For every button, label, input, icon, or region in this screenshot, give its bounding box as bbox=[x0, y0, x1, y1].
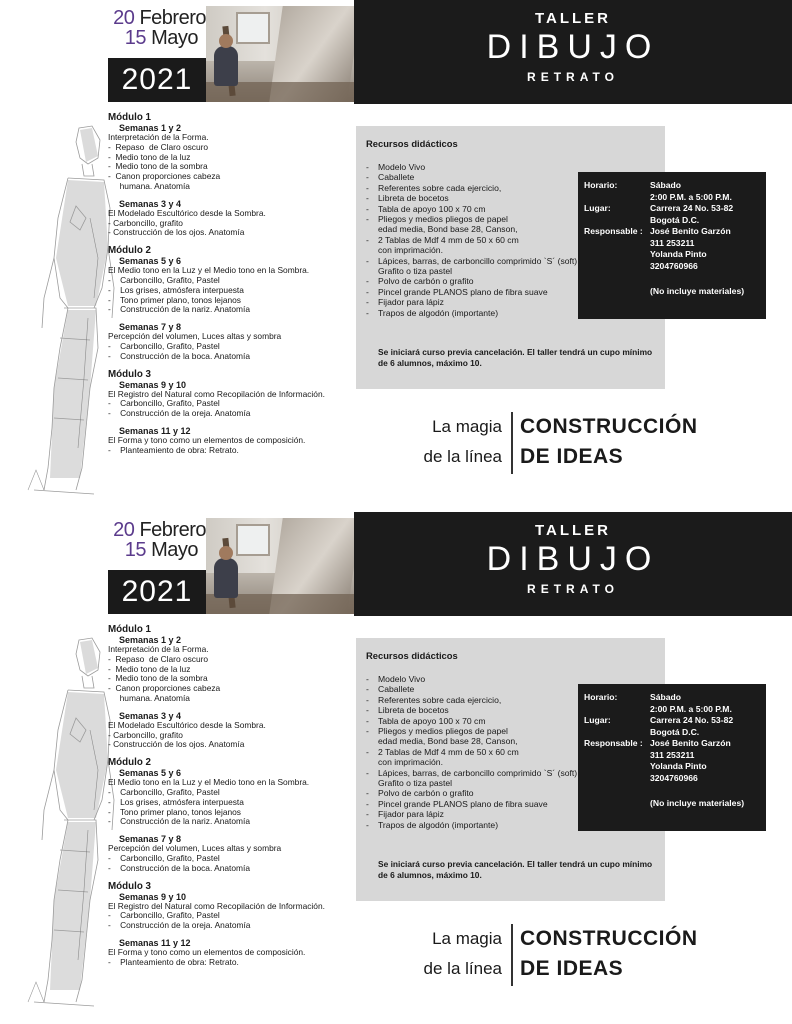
year-badge: 2021 bbox=[108, 58, 206, 102]
resource-item: - Trapos de algodón (importante) bbox=[366, 307, 499, 318]
resource-item-text: Caballete bbox=[378, 684, 415, 695]
responsable-name-1: José Benito Garzón bbox=[650, 226, 731, 236]
module-line: - Carboncillo, Grafito, Pastel bbox=[108, 398, 220, 409]
end-day: 15 bbox=[124, 27, 147, 49]
module-section bbox=[108, 369, 348, 419]
studio-photo bbox=[206, 518, 354, 614]
resource-item: - 2 Tablas de Mdf 4 mm de 50 x 60 cm bbox=[366, 234, 519, 245]
responsable-label: Responsable : bbox=[584, 738, 643, 748]
slogan bbox=[520, 924, 720, 984]
title-banner bbox=[354, 0, 792, 104]
module-line: - Construcción de la nariz. Anatomía bbox=[108, 304, 250, 315]
module-line: - Carboncillo, Grafito, Pastel bbox=[108, 910, 220, 921]
responsable-name-2: Yolanda Pinto bbox=[650, 761, 707, 771]
horario-day: Sábado bbox=[650, 180, 682, 190]
figure-sketch-illustration bbox=[24, 630, 120, 1014]
resource-item-text: Grafito o tiza pastel bbox=[378, 778, 453, 789]
module-section bbox=[108, 757, 348, 827]
module-title: Módulo 1 bbox=[108, 624, 151, 635]
module-section bbox=[108, 834, 348, 873]
weeks-title: Semanas 7 y 8 bbox=[119, 322, 182, 333]
resource-item: - Fijador para lápiz bbox=[366, 809, 444, 820]
lugar-label: Lugar: bbox=[584, 715, 611, 725]
weeks-title: Semanas 9 y 10 bbox=[119, 891, 187, 902]
tagline-line-2: de la línea bbox=[423, 959, 502, 978]
slogan-line-1: CONSTRUCCIÓN bbox=[520, 415, 698, 438]
resource-item: - Libreta de bocetos bbox=[366, 705, 449, 716]
resource-item: - Pincel grande PLANOS plano de fibra suave bbox=[366, 798, 548, 809]
figure-sketch-illustration bbox=[24, 118, 120, 502]
weeks-title: Semanas 9 y 10 bbox=[119, 379, 187, 390]
resource-item-text: Tabla de apoyo 100 x 70 cm bbox=[378, 203, 486, 214]
module-line: El Medio tono en la Luz y el Medio tono en la Sombra. bbox=[108, 777, 310, 788]
studio-photo bbox=[206, 6, 354, 102]
tagline bbox=[410, 924, 502, 984]
resource-item: - Fijador para lápiz bbox=[366, 297, 444, 308]
module-title: Módulo 2 bbox=[108, 757, 151, 769]
resources-title: Recursos didácticos bbox=[366, 650, 458, 661]
module-line: humana. Anatomía bbox=[108, 692, 190, 703]
resource-item: - Polvo de carbón o grafito bbox=[366, 276, 474, 287]
module-line: El Forma y tono como un elementos de composición. bbox=[108, 434, 306, 445]
resource-item-text: Polvo de carbón o grafito bbox=[378, 276, 474, 287]
resource-item-text: con imprimación. bbox=[378, 245, 443, 256]
module-line: - Construcción de la oreja. Anatomía bbox=[108, 920, 251, 931]
module-line: - Construcción de la oreja. Anatomía bbox=[108, 408, 251, 419]
title-taller: TALLER bbox=[534, 522, 612, 539]
weeks-title: Semanas 5 y 6 bbox=[119, 256, 182, 267]
weeks-title: Semanas 7 y 8 bbox=[119, 834, 182, 845]
module-line: - Tono primer plano, tonos lejanos bbox=[108, 806, 241, 817]
program-modules bbox=[108, 624, 348, 975]
resource-item-text: 2 Tablas de Mdf 4 mm de 50 x 60 cm bbox=[378, 234, 519, 245]
schedule-box bbox=[578, 684, 766, 831]
title-retrato: RETRATO bbox=[527, 70, 619, 84]
slogan-line-2: DE IDEAS bbox=[520, 445, 624, 468]
title-retrato: RETRATO bbox=[527, 582, 619, 596]
module-line: - Los grises, atmósfera interpuesta bbox=[108, 796, 244, 807]
module-title: Módulo 3 bbox=[108, 880, 151, 892]
responsable-phone-1: 311 253211 bbox=[650, 749, 695, 760]
module-line: - Medio tono de la sombra bbox=[108, 673, 208, 684]
date-range bbox=[108, 8, 206, 48]
resource-item-text: Fijador para lápiz bbox=[378, 809, 444, 820]
resource-item-text: con imprimación. bbox=[378, 757, 443, 768]
module-section bbox=[108, 711, 348, 750]
resource-item: - Polvo de carbón o grafito bbox=[366, 788, 474, 799]
module-line: - Construcción de la nariz. Anatomía bbox=[108, 816, 250, 827]
module-line: El Medio tono en la Luz y el Medio tono en la Sombra. bbox=[108, 265, 310, 276]
date-range bbox=[108, 520, 206, 560]
resource-item: - Pliegos y medios pliegos de papel bbox=[366, 726, 508, 737]
resource-item-text: Referentes sobre cada ejercicio, bbox=[378, 182, 502, 193]
resources-note: Se iniciará curso previa cancelación. El taller tendrá un cupo mínimo de 6 alumnos, máximo 10. bbox=[378, 347, 653, 368]
lugar-city: Bogotá D.C. bbox=[650, 726, 700, 737]
weeks-title: Semanas 3 y 4 bbox=[119, 710, 182, 721]
resource-item-text: Lápices, barras, de carboncillo comprimido `S´ (soft) bbox=[378, 767, 578, 778]
flyer bbox=[0, 512, 792, 1024]
module-line: El Registro del Natural como Recopilación de Información. bbox=[108, 388, 325, 399]
responsable-name-2: Yolanda Pinto bbox=[650, 249, 707, 259]
resource-item-text: Modelo Vivo bbox=[378, 162, 426, 172]
weeks-title: Semanas 1 y 2 bbox=[119, 123, 182, 133]
resource-item: - Modelo Vivo bbox=[366, 674, 426, 684]
module-line: - Medio tono de la sombra bbox=[108, 161, 208, 172]
tagline-divider bbox=[511, 924, 513, 986]
module-section bbox=[108, 624, 348, 704]
resource-item: - Referentes sobre cada ejercicio, bbox=[366, 694, 502, 705]
resource-item-text: Pincel grande PLANOS plano de fibra suave bbox=[378, 286, 548, 297]
title-taller: TALLER bbox=[534, 10, 612, 27]
responsable-label: Responsable : bbox=[584, 226, 643, 236]
resource-item: - Pincel grande PLANOS plano de fibra suave bbox=[366, 286, 548, 297]
start-day: 20 bbox=[113, 7, 135, 29]
module-line: - Carboncillo, Grafito, Pastel bbox=[108, 786, 220, 797]
responsable-phone-1: 311 253211 bbox=[650, 237, 695, 248]
module-line: El Forma y tono como un elementos de composición. bbox=[108, 946, 306, 957]
resource-item-text: 2 Tablas de Mdf 4 mm de 50 x 60 cm bbox=[378, 746, 519, 757]
resource-item-text: Tabla de apoyo 100 x 70 cm bbox=[378, 715, 486, 726]
end-month: Mayo bbox=[151, 539, 198, 561]
module-line: Interpretación de la Forma. bbox=[108, 132, 209, 142]
module-line: - Planteamiento de obra: Retrato. bbox=[108, 444, 239, 455]
module-line: - Carboncillo, grafito bbox=[108, 729, 183, 740]
resource-item: - Tabla de apoyo 100 x 70 cm bbox=[366, 715, 486, 726]
end-month: Mayo bbox=[151, 27, 198, 49]
resource-item-text: edad media, Bond base 28, Canson, bbox=[378, 736, 518, 747]
start-day: 20 bbox=[113, 519, 135, 541]
module-title: Módulo 3 bbox=[108, 368, 151, 380]
module-line: - Medio tono de la luz bbox=[108, 663, 191, 674]
resource-item: - Caballete bbox=[366, 172, 415, 183]
module-section bbox=[108, 938, 348, 968]
weeks-title: Semanas 1 y 2 bbox=[119, 635, 182, 645]
module-line: humana. Anatomía bbox=[108, 180, 190, 191]
module-section bbox=[108, 322, 348, 361]
resource-item: - 2 Tablas de Mdf 4 mm de 50 x 60 cm bbox=[366, 746, 519, 757]
resource-item-text: Pliegos y medios pliegos de papel bbox=[378, 726, 508, 737]
lugar-label: Lugar: bbox=[584, 203, 611, 213]
module-line: El Modelado Escultórico desde la Sombra. bbox=[108, 207, 266, 218]
horario-day: Sábado bbox=[650, 692, 682, 702]
schedule-box bbox=[578, 172, 766, 319]
module-line: Interpretación de la Forma. bbox=[108, 644, 209, 654]
resource-item-text: Grafito o tiza pastel bbox=[378, 266, 453, 277]
module-line: - Los grises, atmósfera interpuesta bbox=[108, 284, 244, 295]
module-line: - Carboncillo, Grafito, Pastel bbox=[108, 340, 220, 351]
tagline bbox=[410, 412, 502, 472]
materials-note: (No incluye materiales) bbox=[650, 798, 745, 808]
module-section bbox=[108, 112, 348, 192]
resource-item: - Referentes sobre cada ejercicio, bbox=[366, 182, 502, 193]
module-line: Percepción del volumen, Luces altas y sombra bbox=[108, 331, 282, 342]
weeks-title: Semanas 3 y 4 bbox=[119, 198, 182, 209]
tagline-line-1: La magia bbox=[432, 417, 502, 436]
program-modules bbox=[108, 112, 348, 463]
resource-item-text: Modelo Vivo bbox=[378, 674, 426, 684]
resource-item: - Caballete bbox=[366, 684, 415, 695]
resource-item: - Pliegos y medios pliegos de papel bbox=[366, 214, 508, 225]
responsable-phone-2: 3204760966 bbox=[650, 260, 698, 271]
resource-item: - Lápices, barras, de carboncillo comprimido `S´ (soft) bbox=[366, 255, 578, 266]
resource-item-text: Fijador para lápiz bbox=[378, 297, 444, 308]
module-line: - Tono primer plano, tonos lejanos bbox=[108, 294, 241, 305]
resource-item-text: Libreta de bocetos bbox=[378, 705, 449, 716]
tagline-line-1: La magia bbox=[432, 929, 502, 948]
resource-item-text: edad media, Bond base 28, Canson, bbox=[378, 224, 518, 235]
slogan-line-1: CONSTRUCCIÓN bbox=[520, 927, 698, 950]
lugar-address: Carrera 24 No. 53-82 bbox=[650, 715, 734, 725]
weeks-title: Semanas 5 y 6 bbox=[119, 768, 182, 779]
module-line: - Carboncillo, Grafito, Pastel bbox=[108, 274, 220, 285]
resource-item-text: Trapos de algodón (importante) bbox=[378, 819, 499, 830]
lugar-address: Carrera 24 No. 53-82 bbox=[650, 203, 734, 213]
module-section bbox=[108, 881, 348, 931]
module-line: - Medio tono de la luz bbox=[108, 151, 191, 162]
module-line: - Construcción de los ojos. Anatomía bbox=[108, 227, 245, 238]
module-section bbox=[108, 245, 348, 315]
module-line: El Modelado Escultórico desde la Sombra. bbox=[108, 719, 266, 730]
module-line: - Canon proporciones cabeza bbox=[108, 683, 221, 694]
resource-item: - Tabla de apoyo 100 x 70 cm bbox=[366, 203, 486, 214]
module-line: - Repaso de Claro oscuro bbox=[108, 141, 209, 152]
resources-note: Se iniciará curso previa cancelación. El taller tendrá un cupo mínimo de 6 alumnos, máximo 10. bbox=[378, 859, 653, 880]
responsable-name-1: José Benito Garzón bbox=[650, 738, 731, 748]
weeks-title: Semanas 11 y 12 bbox=[119, 937, 191, 948]
horario-time: 2:00 P.M. a 5:00 P.M. bbox=[650, 191, 732, 202]
title-dibujo: DIBUJO bbox=[486, 28, 660, 66]
module-line: - Construcción de los ojos. Anatomía bbox=[108, 739, 245, 750]
lugar-city: Bogotá D.C. bbox=[650, 214, 700, 225]
module-title: Módulo 1 bbox=[108, 112, 151, 123]
weeks-title: Semanas 11 y 12 bbox=[119, 425, 191, 436]
module-title: Módulo 2 bbox=[108, 245, 151, 257]
responsable-phone-2: 3204760966 bbox=[650, 772, 698, 783]
year-badge: 2021 bbox=[108, 570, 206, 614]
module-line: - Repaso de Claro oscuro bbox=[108, 653, 209, 664]
slogan-line-2: DE IDEAS bbox=[520, 957, 624, 980]
resource-item-text: Caballete bbox=[378, 172, 415, 183]
resource-item: - Modelo Vivo bbox=[366, 162, 426, 172]
horario-label: Horario: bbox=[584, 692, 618, 702]
resource-item-text: Polvo de carbón o grafito bbox=[378, 788, 474, 799]
slogan bbox=[520, 412, 720, 472]
resource-item-text: Pliegos y medios pliegos de papel bbox=[378, 214, 508, 225]
module-line: Percepción del volumen, Luces altas y sombra bbox=[108, 843, 282, 854]
start-month: Febrero bbox=[139, 7, 206, 29]
module-line: - Carboncillo, grafito bbox=[108, 217, 183, 228]
horario-label: Horario: bbox=[584, 180, 618, 190]
materials-note: (No incluye materiales) bbox=[650, 286, 745, 296]
resource-item-text: Lápices, barras, de carboncillo comprimido `S´ (soft) bbox=[378, 255, 578, 266]
module-line: - Construcción de la boca. Anatomía bbox=[108, 350, 250, 361]
module-line: - Construcción de la boca. Anatomía bbox=[108, 862, 250, 873]
module-line: El Registro del Natural como Recopilación de Información. bbox=[108, 900, 325, 911]
title-dibujo: DIBUJO bbox=[486, 540, 660, 578]
module-line: - Canon proporciones cabeza bbox=[108, 171, 221, 182]
module-line: - Carboncillo, Grafito, Pastel bbox=[108, 852, 220, 863]
module-section bbox=[108, 426, 348, 456]
resources-title: Recursos didácticos bbox=[366, 138, 458, 149]
tagline-divider bbox=[511, 412, 513, 474]
tagline-line-2: de la línea bbox=[423, 447, 502, 466]
module-section bbox=[108, 199, 348, 238]
resource-item-text: Pincel grande PLANOS plano de fibra suave bbox=[378, 798, 548, 809]
module-line: - Planteamiento de obra: Retrato. bbox=[108, 956, 239, 967]
end-day: 15 bbox=[124, 539, 147, 561]
start-month: Febrero bbox=[139, 519, 206, 541]
resource-item: - Lápices, barras, de carboncillo comprimido `S´ (soft) bbox=[366, 767, 578, 778]
resource-item-text: Libreta de bocetos bbox=[378, 193, 449, 204]
resource-item-text: Trapos de algodón (importante) bbox=[378, 307, 499, 318]
resource-item-text: Referentes sobre cada ejercicio, bbox=[378, 694, 502, 705]
resource-item: - Trapos de algodón (importante) bbox=[366, 819, 499, 830]
title-banner bbox=[354, 512, 792, 616]
horario-time: 2:00 P.M. a 5:00 P.M. bbox=[650, 703, 732, 714]
resource-item: - Libreta de bocetos bbox=[366, 193, 449, 204]
